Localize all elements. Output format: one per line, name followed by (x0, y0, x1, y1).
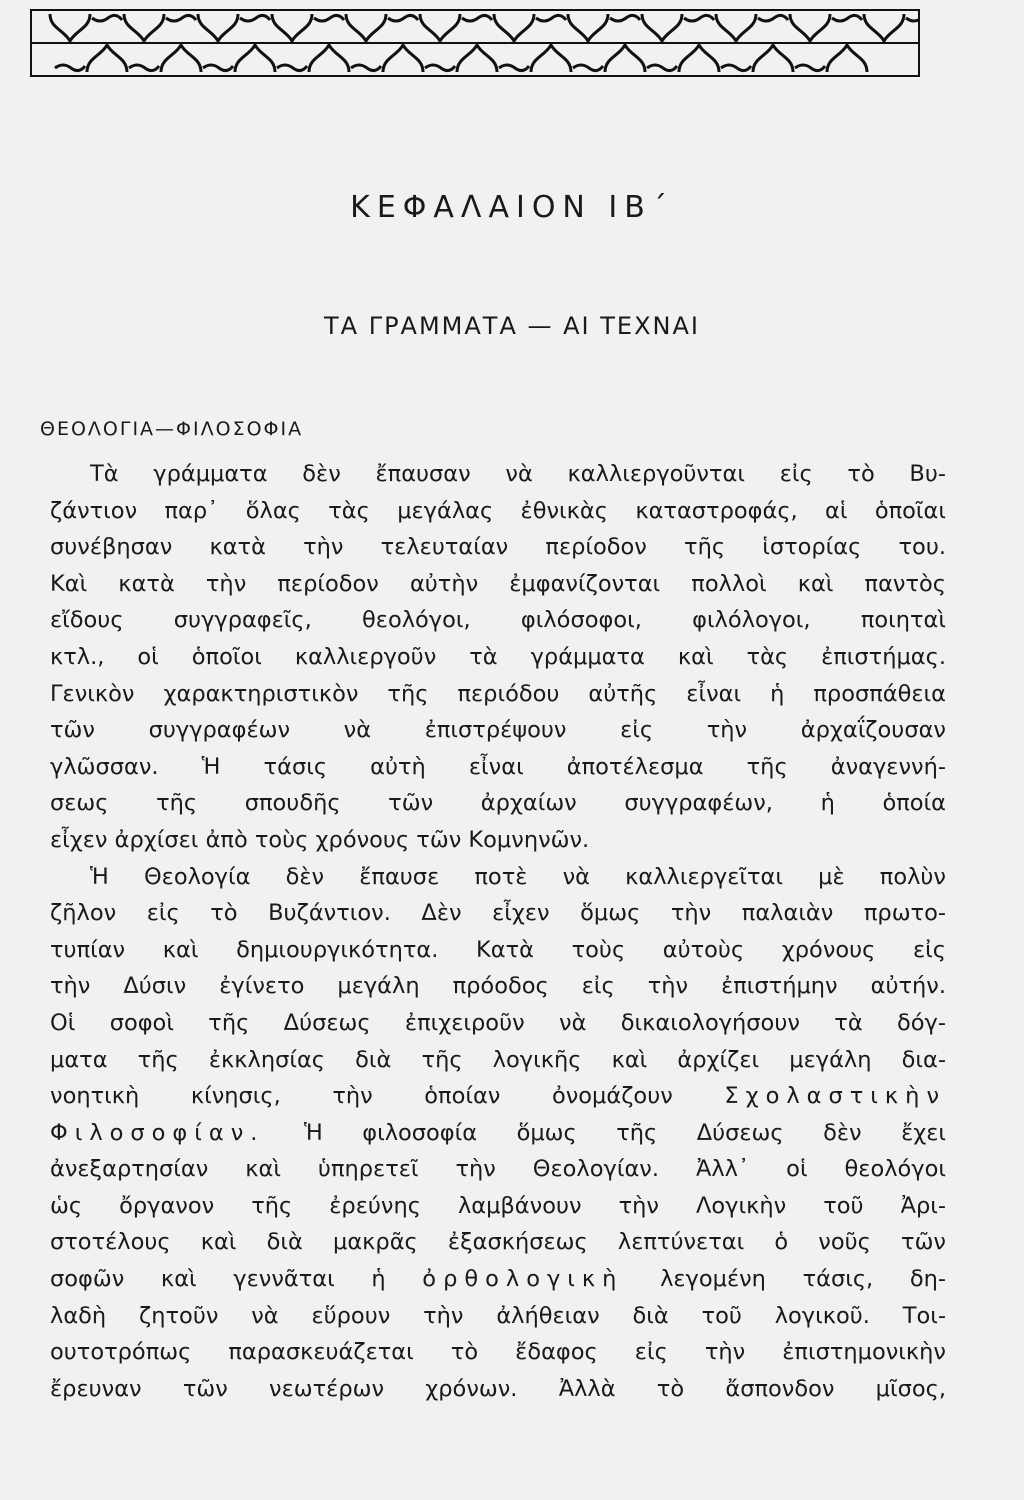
ornament-scroll (721, 65, 751, 71)
ornament-leaf (198, 14, 238, 41)
ornament-leaf (679, 45, 719, 72)
text-line: ἀνεξαρτησίαν καὶ ὑπηρετεῖ τὴν Θεολογίαν. Ἀλλ᾽ οἱ θεολόγοι (50, 1156, 946, 1183)
ornament-leaf (309, 45, 349, 72)
ornament-scroll (906, 15, 920, 21)
ornament-scroll (573, 65, 603, 71)
ornament-leaf (383, 45, 423, 72)
paragraph-2 (50, 859, 946, 1408)
ornament-scroll (758, 15, 788, 21)
text-segment: λεγομένη τάσις, δη- (660, 1266, 946, 1293)
text-line: ὡς ὄργανον τῆς ἐρεύνης λαμβάνουν τὴν Λογικὴν τοῦ Ἀρι- (50, 1192, 946, 1219)
text-segment: σοφῶν καὶ γεννᾶται ἡ (50, 1266, 386, 1293)
text-line: Ἡ Θεολογία δὲν ἔπαυσε ποτὲ νὰ καλλιεργεῖται μὲ πολὺν (90, 863, 946, 890)
section-heading: ΘΕΟΛΟΓΙΑ—ΦΙΛΟΣΟΦΙΑ (40, 418, 304, 440)
text-line: ἔρευναν τῶν νεωτέρων χρόνων. Ἀλλὰ τὸ ἄσπονδον μῖσος, (50, 1375, 946, 1402)
text-segment: Ἡ φιλοσοφία ὅμως τῆς Δύσεως δὲν ἔχει (303, 1119, 947, 1146)
ornament-scroll (684, 15, 714, 21)
text-line: Τὰ γράμματα δὲν ἔπαυσαν νὰ καλλιεργοῦνται εἰς τὸ Βυ- (90, 461, 946, 487)
ornament-leaf (161, 45, 201, 72)
ornament-scroll (203, 65, 233, 71)
body-text (50, 456, 946, 1407)
ornament-scroll (425, 65, 455, 71)
emphasized-term: Σχολαστικὴν (724, 1083, 947, 1110)
chapter-title: ΚΕΦΑΛΑΙΟΝ ΙΒ΄ (350, 190, 674, 225)
ornament-leaf (50, 14, 90, 41)
ornament-leaf (420, 14, 460, 41)
ornament-scroll (166, 15, 196, 21)
ornament-scroll (499, 65, 529, 71)
text-line: κτλ., οἱ ὁποῖοι καλλιεργοῦν τὰ γράμματα καὶ τὰς ἐπιστήμας. (50, 643, 946, 670)
paragraph-1 (50, 456, 946, 859)
text-line: ματα τῆς ἐκκλησίας διὰ τῆς λογικῆς καὶ ἀρχίζει μεγάλη δια- (50, 1046, 946, 1073)
ornament-scroll (610, 15, 640, 21)
text-line: τῶν συγγραφέων νὰ ἐπιστρέψουν εἰς τὴν ἀρχαΐζουσαν (50, 717, 946, 744)
ornament-scroll (129, 65, 159, 71)
text-line: τὴν Δύσιν ἐγίνετο μεγάλη πρόοδος εἰς τὴν ἐπιστήμην αὐτήν. (50, 973, 946, 1000)
ornament-leaf (568, 14, 608, 41)
ornament-scroll (388, 15, 418, 21)
ornament-leaf (753, 45, 793, 72)
text-line: εἴδους συγγραφεῖς, θεολόγοι, φιλόσοφοι, φιλόλογοι, ποιηταὶ (50, 607, 946, 634)
text-line: σεως τῆς σπουδῆς τῶν ἀρχαίων συγγραφέων, ἡ ὁποία (50, 790, 946, 817)
ornament-scroll (55, 65, 85, 71)
ornament-scroll (536, 15, 566, 21)
text-line: λαδὴ ζητοῦν νὰ εὕρουν τὴν ἀλήθειαν διὰ τοῦ λογικοῦ. Τοι- (50, 1302, 946, 1329)
ornament-scroll (795, 65, 825, 71)
ornament-leaf (124, 14, 164, 41)
ornament-leaf (827, 45, 867, 72)
ornament-scroll (277, 65, 307, 71)
text-line: ζῆλον εἰς τὸ Βυζάντιον. Δὲν εἶχεν ὅμως τὴν παλαιὰν πρωτο- (50, 900, 946, 927)
text-line: Γενικὸν χαρακτηριστικὸν τῆς περιόδου αὐτῆς εἶναι ἡ προσπάθεια (50, 680, 946, 707)
text-line: Καὶ κατὰ τὴν περίοδον αὐτὴν ἐμφανίζονται πολλοὶ καὶ παντὸς (50, 570, 946, 597)
text-line: ζάντιον παρ᾽ ὅλας τὰς μεγάλας ἐθνικὰς καταστροφάς, αἱ ὁποῖαι (50, 497, 946, 524)
ornament-leaf (457, 45, 497, 72)
ornament-leaf (642, 14, 682, 41)
chapter-subtitle: ΤΑ ΓΡΑΜΜΑΤΑ — ΑΙ ΤΕΧΝΑΙ (324, 312, 700, 340)
ornament-scroll (832, 15, 862, 21)
text-line: εἶχεν ἀρχίσει ἀπὸ τοὺς χρόνους τῶν Κομνηνῶν. (50, 826, 590, 853)
ornament-scroll (314, 15, 344, 21)
ornament-scroll (351, 65, 381, 71)
ornament-leaf (864, 14, 904, 41)
text-line (50, 1078, 946, 1115)
text-line: γλῶσσαν. Ἡ τάσις αὐτὴ εἶναι ἀποτέλεσμα τῆς ἀναγεννή- (50, 753, 946, 780)
decorative-border-ornament (30, 8, 920, 78)
ornament-leaf (235, 45, 275, 72)
ornament-leaf (605, 45, 645, 72)
ornament-leaf (494, 14, 534, 41)
ornament-leaf (716, 14, 756, 41)
text-line (50, 1115, 946, 1152)
ornament-scroll (92, 15, 122, 21)
emphasized-term: Φιλοσοφίαν. (50, 1119, 265, 1146)
text-line (50, 1261, 946, 1298)
text-segment: νοητικὴ κίνησις, τὴν ὁποίαν ὀνομάζουν (50, 1083, 673, 1110)
ornament-scroll (647, 65, 677, 71)
ornament-leaf (531, 45, 571, 72)
ornament-scroll (240, 15, 270, 21)
ornament-leaf (790, 14, 830, 41)
text-line: Οἱ σοφοὶ τῆς Δύσεως ἐπιχειροῦν νὰ δικαιολογήσουν τὰ δόγ- (50, 1009, 946, 1036)
text-line: συνέβησαν κατὰ τὴν τελευταίαν περίοδον τῆς ἱστορίας του. (50, 534, 946, 561)
text-line: ουτοτρόπως παρασκευάζεται τὸ ἔδαφος εἰς τὴν ἐπιστημονικὴν (50, 1339, 946, 1366)
ornament-leaf (87, 45, 127, 72)
text-line: στοτέλους καὶ διὰ μακρᾶς ἐξασκήσεως λεπτύνεται ὁ νοῦς τῶν (50, 1229, 946, 1256)
ornament-scroll (462, 15, 492, 21)
emphasized-term: ὀρθολογικὴ (422, 1266, 624, 1293)
ornament-leaf (272, 14, 312, 41)
text-line: τυπίαν καὶ δημιουργικότητα. Κατὰ τοὺς αὐτοὺς χρόνους εἰς (50, 936, 946, 963)
ornament-leaf (346, 14, 386, 41)
